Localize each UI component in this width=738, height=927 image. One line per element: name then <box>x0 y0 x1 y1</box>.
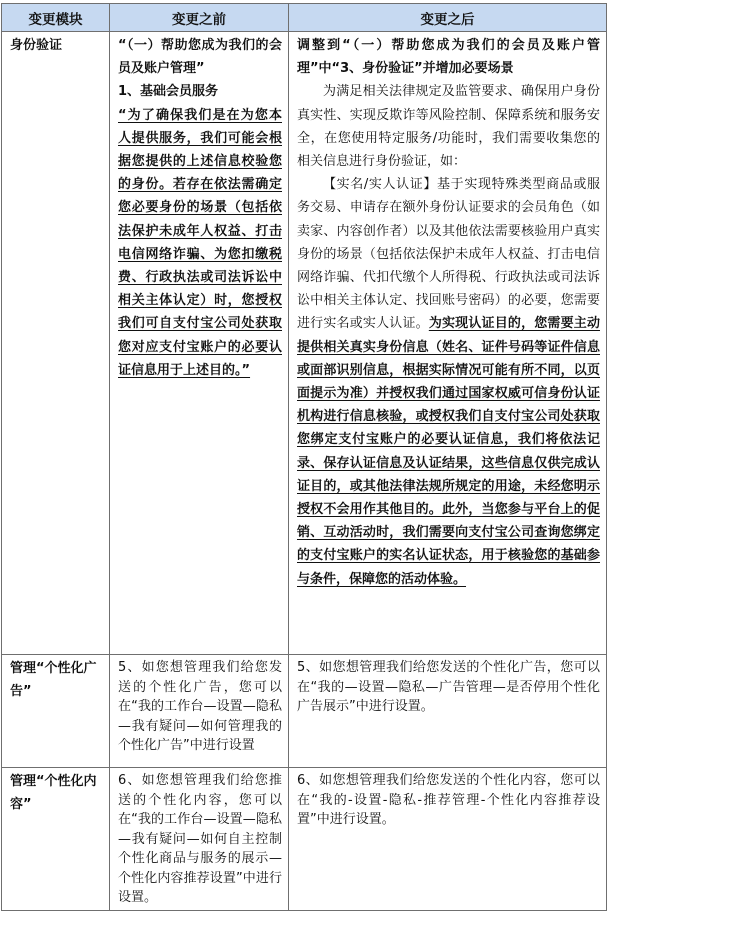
after-cell <box>289 32 607 655</box>
after-paragraph-2-plain: 【实名/实人认证】基于实现特殊类型商品或服务交易、申请存在额外身份认证要求的会员角色（如卖家、内容创作者）以及其他依法需要核验用户真实身份的场景（包括依法保护未成年人权益、打击电信网络诈骗、代扣代缴个人所得税、行政执法或司法诉讼中相关主体认定、找回账号密码）的必要，您需要进行实名或实人认证。 <box>297 177 600 332</box>
header-after: 变更之后 <box>289 4 607 32</box>
module-cell: 管理“个性化内容” <box>2 768 110 911</box>
module-cell: 身份验证 <box>2 32 110 655</box>
after-paragraph-2 <box>297 173 600 591</box>
before-body: “为了确保我们是在为您本人提供服务，我们可能会根据您提供的上述信息校验您的身份。若存在依法需确定您必要身份的场景（包括依法保护未成年人权益、打击电信网络诈骗、为您扣缴税费、行政执法或司法诉讼中相关主体认定）时，您授权我们可自支付宝公司处获取您对应支付宝账户的必要认证信息用于上述目的。” <box>118 107 282 378</box>
before-title: “（一）帮助您成为我们的会员及账户管理” <box>118 38 282 77</box>
before-subtitle: 1、基础会员服务 <box>118 84 219 100</box>
table-row-personalized-content <box>2 768 607 911</box>
header-before: 变更之前 <box>110 4 289 32</box>
change-table <box>1 3 607 911</box>
table-row-identity-verification <box>2 32 607 655</box>
after-paragraph-1: 为满足相关法律规定及监管要求、确保用户身份真实性、实现反欺诈等风险控制、保障系统和服务安全，在您使用特定服务/功能时，我们需要收集您的相关信息进行身份验证，如： <box>297 84 600 170</box>
header-module: 变更模块 <box>2 4 110 32</box>
after-cell: 5、如您想管理我们给您发送的个性化广告，您可以在“我的—设置—隐私—广告管理—是否停用个性化广告展示”中进行设置。 <box>289 655 607 768</box>
before-cell: 6、如您想管理我们给您推送的个性化内容，您可以在“我的工作台—设置—隐私—我有疑问—如何自主控制个性化商品与服务的展示—个性化内容推荐设置”中进行设置。 <box>110 768 289 911</box>
module-cell: 管理“个性化广告” <box>2 655 110 768</box>
before-cell <box>110 32 289 655</box>
before-cell: 5、如您想管理我们给您发送的个性化广告，您可以在“我的工作台—设置—隐私—我有疑问—如何管理我的个性化广告”中进行设置 <box>110 655 289 768</box>
after-title: 调整到“（一）帮助您成为我们的会员及账户管理”中“3、身份验证”并增加必要场景 <box>297 38 600 77</box>
header-row <box>2 4 607 32</box>
table-row-personalized-ads <box>2 655 607 768</box>
after-cell: 6、如您想管理我们给您发送的个性化内容，您可以在“我的-设置-隐私-推荐管理-个性化内容推荐设置”中进行设置。 <box>289 768 607 911</box>
after-paragraph-2-emphasis: 为实现认证目的，您需要主动提供相关真实身份信息（姓名、证件号码等证件信息或面部识别信息，根据实际情况可能有所不同，以页面提示为准）并授权我们通过国家权威可信身份认证机构进行信息核验，或授权我们自支付宝公司处获取您绑定支付宝账户的必要认证信息，我们将依法记录、保存认证信息及认证结果，这些信息仅供完成认证目的，或其他法律法规所规定的用途，未经您明示授权不会用作其他目的。此外，当您参与平台上的促销、互动活动时，我们需要向支付宝公司查询您绑定的支付宝账户的实名认证状态，用于核验您的基础参与条件，保障您的活动体验。 <box>297 316 600 587</box>
